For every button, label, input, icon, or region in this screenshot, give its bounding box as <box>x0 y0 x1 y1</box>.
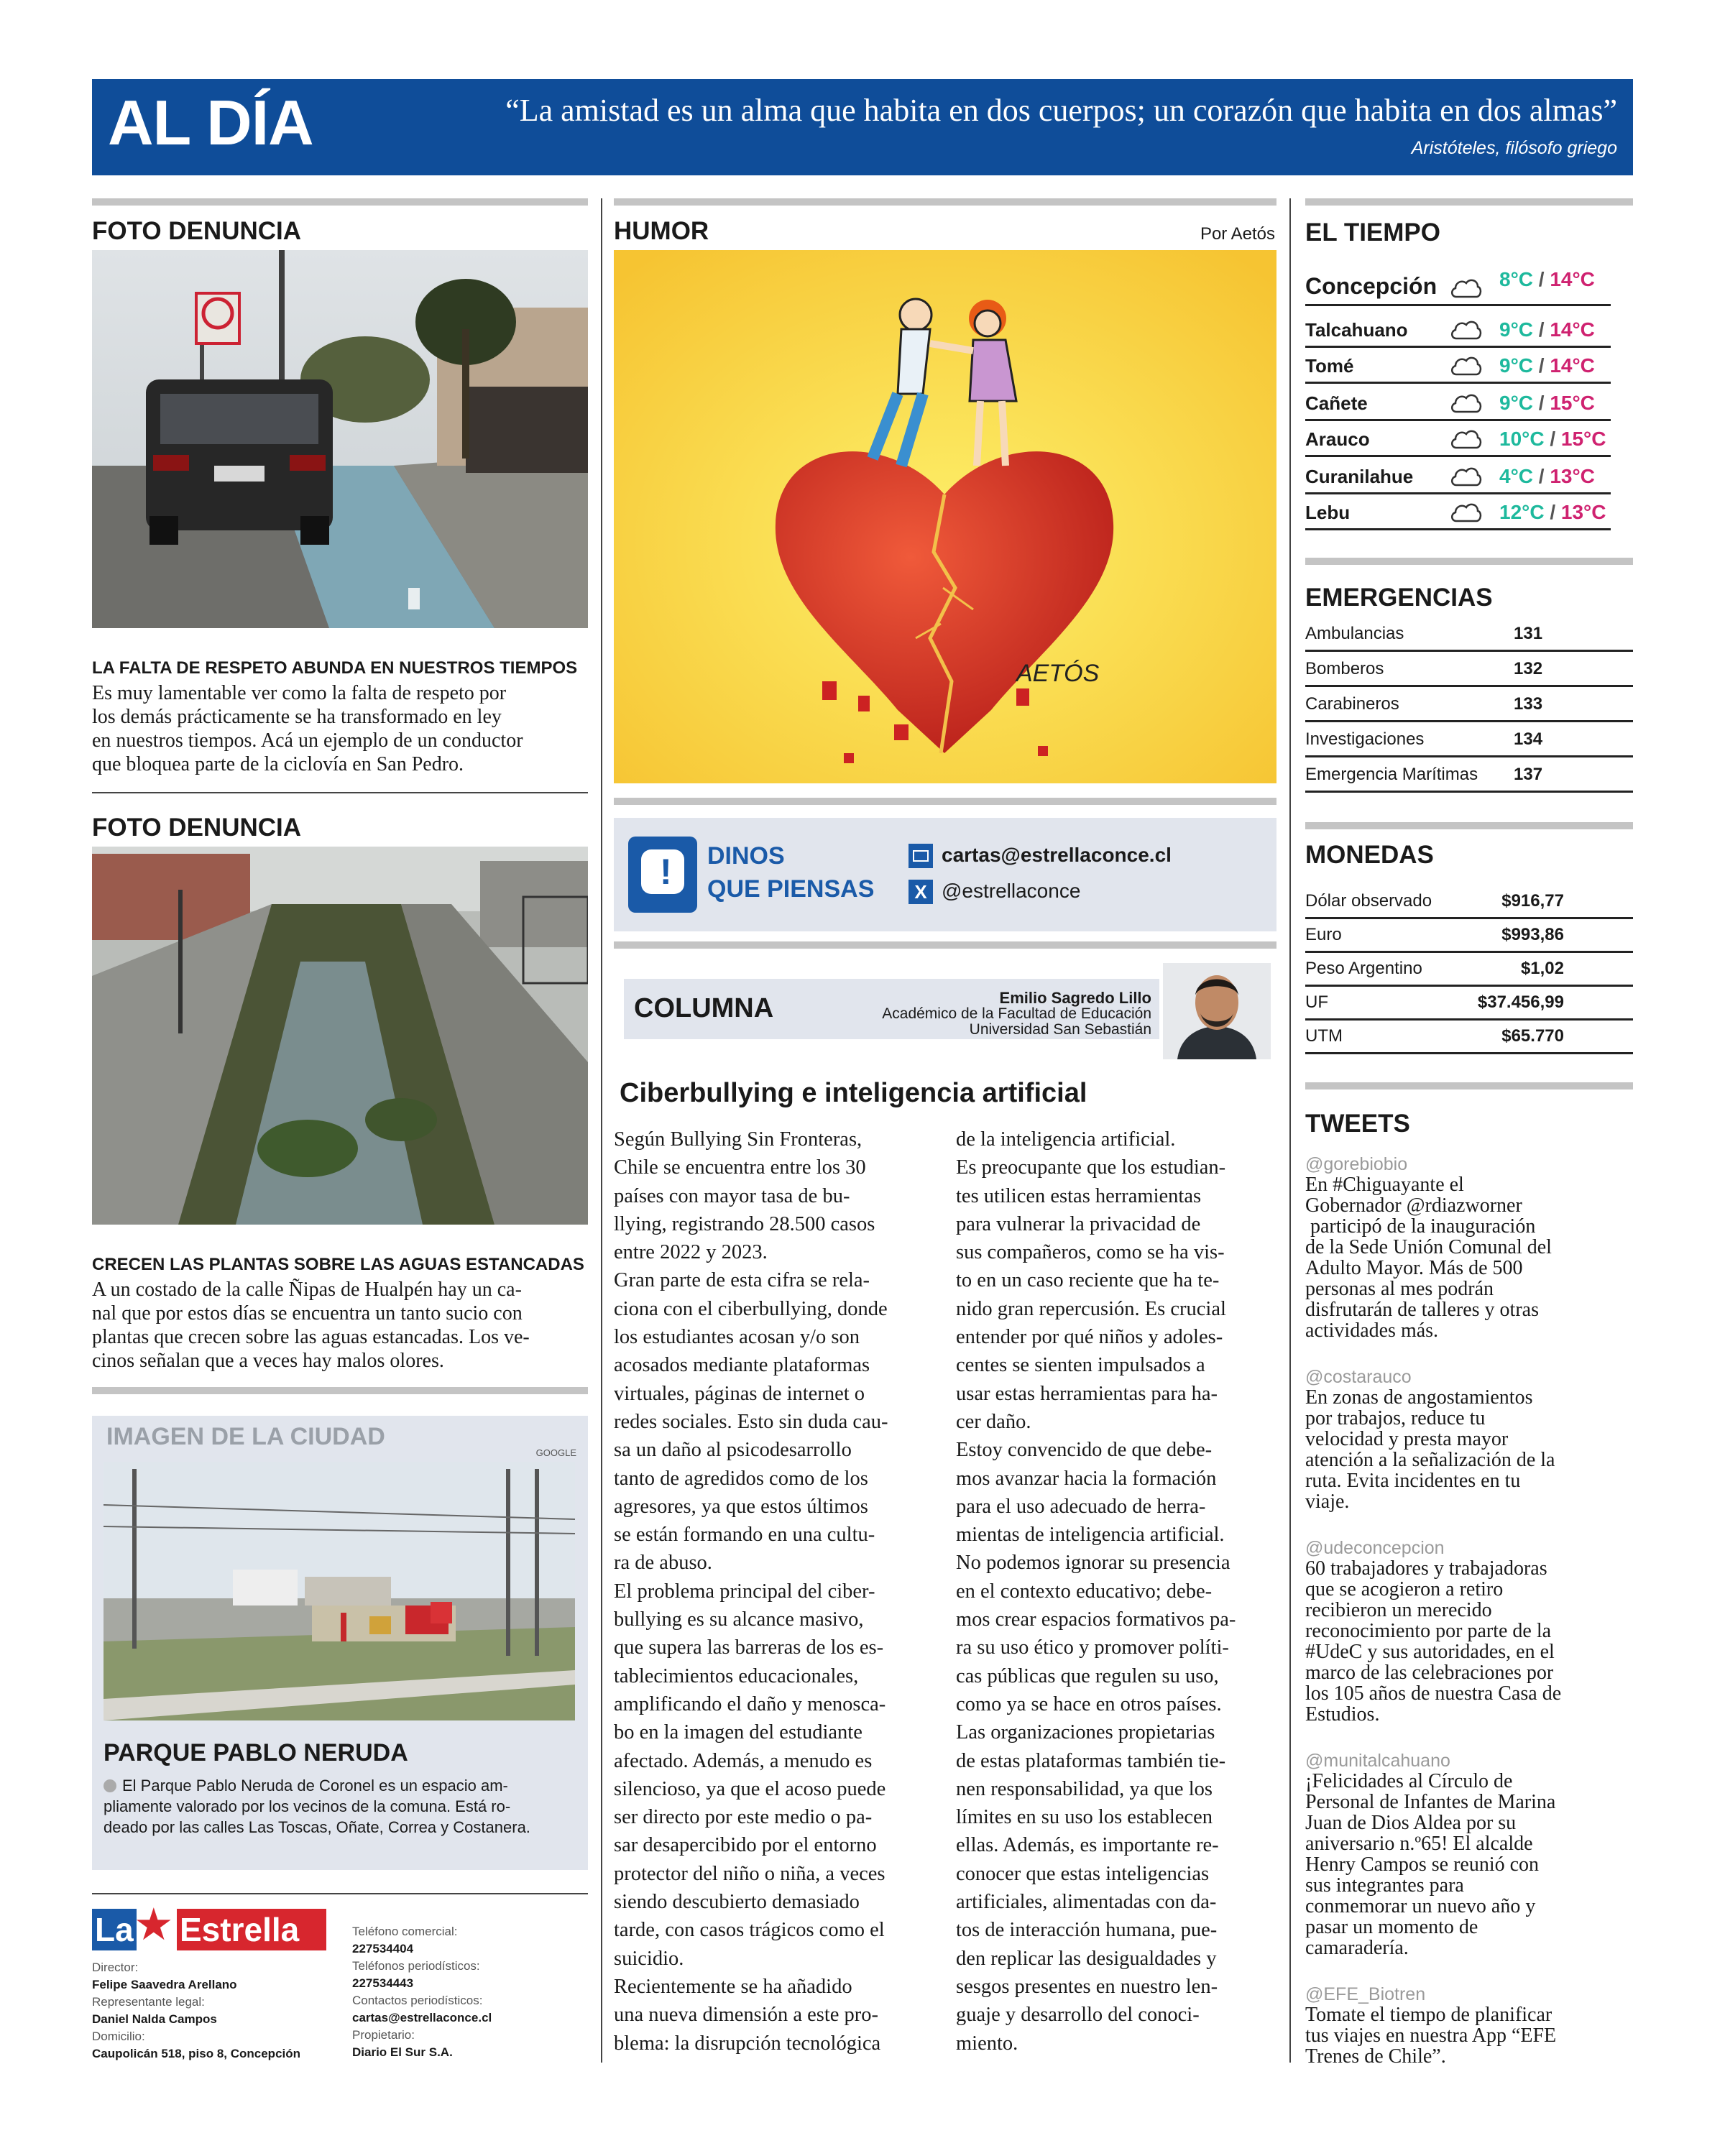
mail-icon <box>908 844 933 868</box>
tweet-handle[interactable]: @udeconcepcion <box>1305 1538 1445 1558</box>
foto1-title: LA FALTA DE RESPETO ABUNDA EN NUESTROS TIEMPOS <box>92 658 578 678</box>
text-line: En #Chiguayante el <box>1305 1174 1464 1196</box>
column-header <box>624 963 1271 1059</box>
text-line: Gobernador @rdiazworner <box>1305 1194 1522 1217</box>
ciudad-box <box>92 1416 588 1870</box>
text-line: Estudios. <box>1305 1703 1380 1726</box>
weather-city: Lebu <box>1305 502 1351 523</box>
text-line: Tomate el tiempo de planificar <box>1305 2004 1552 2026</box>
tweets-heading: TWEETS <box>1305 1110 1410 1138</box>
exclamation-icon: ! <box>628 837 697 913</box>
text-line: actividades más. <box>1305 1319 1439 1342</box>
text-line: agresores, ya que estos últimos <box>614 1495 868 1518</box>
text-line: tus viajes en nuestra App “EFE <box>1305 2024 1557 2047</box>
text-line: llying, registrando 28.500 casos <box>614 1212 875 1235</box>
text-line: den replicar las desigualdades y <box>956 1947 1217 1970</box>
weather-heading: EL TIEMPO <box>1305 218 1440 247</box>
text-line: por trabajos, reduce tu <box>1305 1407 1486 1429</box>
text-line: ser directo por este medio o pa- <box>614 1806 873 1829</box>
text-line: ra de abuso. <box>614 1552 712 1575</box>
weather-row <box>1305 494 1611 530</box>
moneda-row <box>1305 885 1633 919</box>
emergencia-label: Emergencia Marítimas <box>1305 765 1478 784</box>
text-line: En zonas de angostamientos <box>1305 1386 1533 1409</box>
text-line: que bloquea parte de la ciclovía en San Pedro. <box>92 753 464 775</box>
emergencias-heading: EMERGENCIAS <box>1305 584 1493 612</box>
foto1-heading: FOTO DENUNCIA <box>92 217 302 245</box>
ciudad-body <box>104 1775 578 1838</box>
text-line: marco de las celebraciones por <box>1305 1662 1554 1684</box>
text-line: límites en su uso los establecen <box>956 1806 1213 1829</box>
text-line: los estudiantes acosan y/o son <box>614 1326 860 1349</box>
foto2-body <box>92 1278 595 1373</box>
text-line: los demás prácticamente se ha transformado en ley <box>92 706 502 728</box>
weather-city: Curanilahue <box>1305 466 1414 487</box>
contact-email[interactable]: cartas@estrellaconce.cl <box>942 844 1172 866</box>
emergencia-label: Carabineros <box>1305 694 1399 714</box>
weather-row <box>1305 348 1611 384</box>
text-line: ellas. Además, es importante re- <box>956 1834 1219 1857</box>
emergencia-number: 131 <box>1514 624 1543 643</box>
column-text-left <box>614 1125 888 2058</box>
weather-city: Talcahuano <box>1305 319 1408 341</box>
bullet-icon <box>104 1779 116 1792</box>
weather-row <box>1305 459 1611 494</box>
section-rule <box>92 198 588 206</box>
ciudad-heading: IMAGEN DE LA CIUDAD <box>106 1423 385 1450</box>
weather-temps: 9°C / 14°C <box>1499 318 1595 341</box>
masthead-right: Teléfono comercial: 227534404 Teléfonos periodísticos: 227534443 Contactos periodísticos: cartas@estrellaconce.cl Propietario: Diario El Sur S.A. <box>352 1925 492 2059</box>
tweet-handle[interactable]: @costarauco <box>1305 1367 1412 1387</box>
column-author-info: Emilio Sagredo Lillo Académico de la Facultad de Educación Universidad San Sebastián <box>882 989 1151 1038</box>
text-line: en el contexto educativo; debe- <box>956 1580 1213 1603</box>
moneda-value: $993,86 <box>1501 925 1564 944</box>
section-title: AL DÍA <box>108 87 313 158</box>
text-line: de la inteligencia artificial. <box>956 1128 1176 1151</box>
weather-temps: 12°C / 13°C <box>1499 501 1606 523</box>
contact-box <box>614 818 1276 931</box>
text-line: nen responsabilidad, ya que los <box>956 1777 1213 1800</box>
section-rule <box>614 941 1276 949</box>
humor-heading: HUMOR <box>614 217 709 245</box>
tweet-text <box>1305 2004 1622 2067</box>
text-line: #UdeC y sus autoridades, en el <box>1305 1641 1555 1663</box>
text-line: para vulnerar la privacidad de <box>956 1212 1201 1235</box>
quote-author: Aristóteles, filósofo griego <box>1411 138 1617 158</box>
text-line: mos avanzar hacia la formación <box>956 1467 1217 1490</box>
section-rule <box>1305 198 1633 206</box>
emergencia-row <box>1305 617 1633 652</box>
emergencia-label: Bomberos <box>1305 659 1384 678</box>
text-line: No podemos ignorar su presencia <box>956 1552 1230 1575</box>
text-line: cer daño. <box>956 1410 1031 1433</box>
x-twitter-icon: X <box>908 880 933 904</box>
estrella-logo: La ★ Estrella <box>92 1909 326 1950</box>
tweet-handle[interactable]: @EFE_Biotren <box>1305 1984 1426 2004</box>
text-line: silencioso, ya que el acoso puede <box>614 1777 886 1800</box>
author-photo <box>1163 963 1271 1059</box>
column-label: COLUMNA <box>634 993 774 1023</box>
text-line: Estoy convencido de que debe- <box>956 1439 1213 1462</box>
text-line: centes se sienten impulsados a <box>956 1354 1205 1377</box>
text-line: tarde, con casos trágicos como el <box>614 1919 885 1942</box>
text-line: de la Sede Unión Comunal del <box>1305 1236 1552 1258</box>
cloud-icon <box>1449 464 1482 488</box>
text-line: que supera las barreras de los es- <box>614 1636 884 1659</box>
text-line: Adulto Mayor. Más de 500 <box>1305 1257 1523 1279</box>
text-line: sa un daño al psicodesarrollo <box>614 1439 852 1462</box>
text-line: Las organizaciones propietarias <box>956 1721 1215 1744</box>
foto1-photo <box>92 250 588 628</box>
ciudad-title: PARQUE PABLO NERUDA <box>104 1739 408 1766</box>
text-line: velocidad y presta mayor <box>1305 1428 1509 1450</box>
text-line: ciona con el ciberbullying, donde <box>614 1297 888 1320</box>
text-line: ra su uso ético y promover políti- <box>956 1636 1229 1659</box>
contact-twitter[interactable]: @estrellaconce <box>942 880 1081 902</box>
weather-temps: 9°C / 15°C <box>1499 392 1595 414</box>
section-rule <box>1305 1082 1633 1089</box>
moneda-row <box>1305 953 1633 987</box>
text-line: Es muy lamentable ver como la falta de respeto por <box>92 682 507 704</box>
text-line: en nuestros tiempos. Acá un ejemplo de un conductor <box>92 729 523 752</box>
text-line: siendo descubierto demasiado <box>614 1891 860 1914</box>
text-line: pliamente valorado por los vecinos de la comuna. Está ro- <box>104 1797 511 1815</box>
text-line: ruta. Evita incidentes en tu <box>1305 1470 1521 1492</box>
section-banner <box>92 79 1633 175</box>
text-line: A un costado de la calle Ñipas de Hualpén hay un ca- <box>92 1279 522 1301</box>
monedas-heading: MONEDAS <box>1305 841 1434 869</box>
text-line: guaje y desarrollo del conoci- <box>956 2004 1200 2027</box>
text-line: El problema principal del ciber- <box>614 1580 875 1603</box>
masthead-left: Director: Felipe Saavedra Arellano Representante legal: Daniel Naldа Campos Domicilio: Caupolicán 518, piso 8, Concepción <box>92 1961 301 2060</box>
text-line: Personal de Infantes de Marina <box>1305 1791 1556 1813</box>
moneda-label: Dólar observado <box>1305 891 1432 911</box>
moneda-row <box>1305 987 1633 1021</box>
text-line: plantas que crecen sobre las aguas estancadas. Los ve- <box>92 1326 530 1348</box>
text-line: recibieron un merecido <box>1305 1599 1492 1621</box>
column-separator <box>601 198 602 2063</box>
text-line: amplificando el daño y menosca- <box>614 1692 886 1715</box>
tweet-text <box>1305 1174 1622 1341</box>
text-line: disfrutarán de talleres y otras <box>1305 1299 1539 1321</box>
moneda-value: $65.770 <box>1501 1026 1564 1046</box>
ciudad-photo <box>104 1462 575 1720</box>
contact-title: DINOS QUE PIENSAS <box>707 842 875 903</box>
moneda-value: $37.456,99 <box>1477 992 1564 1012</box>
cloud-icon <box>1449 353 1482 377</box>
text-line: cinos señalan que a veces hay malos olores. <box>92 1350 444 1372</box>
section-rule <box>614 798 1276 805</box>
text-line: como ya se hace en otros países. <box>956 1692 1222 1715</box>
tweet-handle[interactable]: @munitalcahuano <box>1305 1751 1450 1771</box>
text-line: miento. <box>956 2032 1018 2055</box>
text-line: sus compañeros, como se ha vis- <box>956 1241 1225 1264</box>
weather-row <box>1305 385 1611 421</box>
emergencia-number: 137 <box>1514 765 1543 784</box>
moneda-label: Euro <box>1305 925 1342 944</box>
text-line: países con mayor tasa de bu- <box>614 1184 850 1207</box>
star-icon: ★ <box>134 1900 174 1950</box>
text-line: artificiales, alimentadas con da- <box>956 1891 1217 1914</box>
weather-row <box>1305 262 1611 306</box>
text-line: tes utilicen estas herramientas <box>956 1184 1202 1207</box>
foto2-title: CRECEN LAS PLANTAS SOBRE LAS AGUAS ESTANCADAS <box>92 1255 584 1274</box>
section-rule <box>1305 558 1633 565</box>
text-line: pasar un momento de <box>1305 1916 1478 1938</box>
weather-city: Arauco <box>1305 428 1370 450</box>
text-line: atención a la señalización de la <box>1305 1449 1555 1471</box>
text-line: virtuales, páginas de internet o <box>614 1382 865 1405</box>
emergencia-label: Investigaciones <box>1305 729 1425 749</box>
divider <box>92 1893 588 1894</box>
text-line: de estas plataformas también tie- <box>956 1749 1226 1772</box>
tweet-text <box>1305 1771 1622 1958</box>
humor-byline: Por Aetós <box>1200 224 1275 244</box>
weather-row <box>1305 421 1611 457</box>
weather-row <box>1305 312 1611 348</box>
text-line: se están formando en una cultu- <box>614 1524 875 1547</box>
text-line: cas públicas que regulen su uso, <box>956 1664 1219 1687</box>
text-line: tanto de agredidos como de los <box>614 1467 868 1490</box>
text-line: mientas de inteligencia artificial. <box>956 1524 1225 1547</box>
text-line: mos crear espacios formativos pa- <box>956 1608 1236 1631</box>
text-line: blema: la disrupción tecnológica <box>614 2032 881 2055</box>
tweet-text <box>1305 1387 1622 1512</box>
text-line: 60 trabajadores y trabajadoras <box>1305 1557 1547 1580</box>
text-line: ¡Felicidades al Círculo de <box>1305 1770 1513 1792</box>
weather-city: Concepción <box>1305 273 1438 299</box>
moneda-value: $1,02 <box>1520 959 1564 978</box>
text-line: bullying es su alcance masivo, <box>614 1608 864 1631</box>
text-line: usar estas herramientas para ha- <box>956 1382 1218 1405</box>
emergencia-row <box>1305 687 1633 722</box>
text-line: Recientemente se ha añadido <box>614 1975 852 1998</box>
text-line: suicidio. <box>614 1947 684 1970</box>
text-line: nal que por estos días se encuentra un tanto sucio con <box>92 1302 523 1325</box>
text-line: sesgos presentes en nuestro len- <box>956 1975 1218 1998</box>
cloud-icon <box>1449 499 1482 524</box>
moneda-label: UF <box>1305 992 1328 1012</box>
text-line: Es preocupante que los estudian- <box>956 1156 1226 1179</box>
column-title: Ciberbullying e inteligencia artificial <box>620 1078 1087 1108</box>
moneda-row <box>1305 919 1633 953</box>
text-line: sar desapercibido por el entorno <box>614 1834 877 1857</box>
text-line: sus integrantes para <box>1305 1874 1464 1897</box>
foto1-body <box>92 681 595 776</box>
cloud-icon <box>1449 426 1482 451</box>
cartoon-signature: AETÓS <box>1016 660 1100 687</box>
text-line: redes sociales. Esto sin duda cau- <box>614 1410 888 1433</box>
emergencia-row <box>1305 757 1633 793</box>
text-line: nido gran repercusión. Es crucial <box>956 1297 1226 1320</box>
weather-city: Tomé <box>1305 355 1354 377</box>
cloud-icon <box>1449 390 1482 415</box>
emergencia-row <box>1305 722 1633 757</box>
text-line: entre 2022 y 2023. <box>614 1241 768 1264</box>
text-line: El Parque Pablo Neruda de Coronel es un espacio am- <box>104 1775 578 1796</box>
moneda-row <box>1305 1021 1633 1054</box>
cloud-icon <box>1449 317 1482 341</box>
weather-temps: 9°C / 14°C <box>1499 354 1595 377</box>
weather-temps: 10°C / 15°C <box>1499 428 1606 450</box>
divider <box>92 792 588 793</box>
text-line: que se acogieron a retiro <box>1305 1578 1504 1600</box>
moneda-label: UTM <box>1305 1026 1343 1046</box>
cloud-icon <box>1449 275 1482 300</box>
column-text-right <box>956 1125 1236 2058</box>
weather-temps: 8°C / 14°C <box>1499 268 1595 290</box>
weather-temps: 4°C / 13°C <box>1499 465 1595 487</box>
column-separator <box>1289 198 1291 2063</box>
text-line: camaradería. <box>1305 1937 1409 1959</box>
moneda-value: $916,77 <box>1501 891 1564 911</box>
text-line: Trenes de Chile”. <box>1305 2045 1446 2068</box>
moneda-label: Peso Argentino <box>1305 959 1422 978</box>
text-line: tos de interacción humana, pue- <box>956 1919 1218 1942</box>
text-line: protector del niño o niña, a veces <box>614 1862 886 1885</box>
section-rule <box>1305 822 1633 829</box>
weather-city: Cañete <box>1305 392 1368 414</box>
text-line: para el uso adecuado de herra- <box>956 1495 1206 1518</box>
section-rule <box>92 1387 588 1394</box>
tweet-text <box>1305 1558 1622 1725</box>
text-line: conmemorar un nuevo año y <box>1305 1895 1536 1917</box>
text-line: una nueva dimensión a este pro- <box>614 2004 879 2027</box>
humor-cartoon <box>614 250 1276 783</box>
text-line: entender por qué niños y adoles- <box>956 1326 1223 1349</box>
text-line: Chile se encuentra entre los 30 <box>614 1156 866 1179</box>
text-line: los 105 años de nuestra Casa de <box>1305 1682 1562 1705</box>
text-line: Henry Campos se reunió con <box>1305 1853 1540 1876</box>
tweet-handle[interactable]: @gorebiobio <box>1305 1154 1408 1174</box>
text-line: Juan de Dios Aldea por su <box>1305 1812 1517 1834</box>
text-line: reconocimiento por parte de la <box>1305 1620 1552 1642</box>
emergencia-number: 133 <box>1514 694 1543 714</box>
emergencia-row <box>1305 652 1633 687</box>
emergencia-label: Ambulancias <box>1305 624 1404 643</box>
foto2-photo <box>92 847 588 1225</box>
text-line: tablecimientos educacionales, <box>614 1664 859 1687</box>
text-line: participó de la inauguración <box>1305 1215 1536 1238</box>
text-line: Gran parte de esta cifra se rela- <box>614 1269 870 1292</box>
foto2-heading: FOTO DENUNCIA <box>92 814 302 842</box>
section-rule <box>614 198 1276 206</box>
quote: “La amistad es un alma que habita en dos cuerpos; un corazón que habita en dos almas” <box>505 93 1617 128</box>
text-line: conocer que estas inteligencias <box>956 1862 1210 1885</box>
text-line: bo en la imagen del estudiante <box>614 1721 862 1744</box>
emergencia-number: 132 <box>1514 659 1543 678</box>
text-line: acosados mediante plataformas <box>614 1354 870 1377</box>
text-line: Según Bullying Sin Fronteras, <box>614 1128 862 1151</box>
text-line: aniversario n.º65! El alcalde <box>1305 1833 1533 1855</box>
text-line: to en un caso reciente que ha te- <box>956 1269 1220 1292</box>
emergencia-number: 134 <box>1514 729 1543 749</box>
text-line: personas al mes podrán <box>1305 1278 1494 1300</box>
photo-credit: GOOGLE <box>535 1447 576 1458</box>
text-line: afectado. Además, a menudo es <box>614 1749 873 1772</box>
text-line: deado por las calles Las Toscas, Oñate, Correa y Costanera. <box>104 1818 530 1836</box>
text-line: viaje. <box>1305 1491 1350 1513</box>
